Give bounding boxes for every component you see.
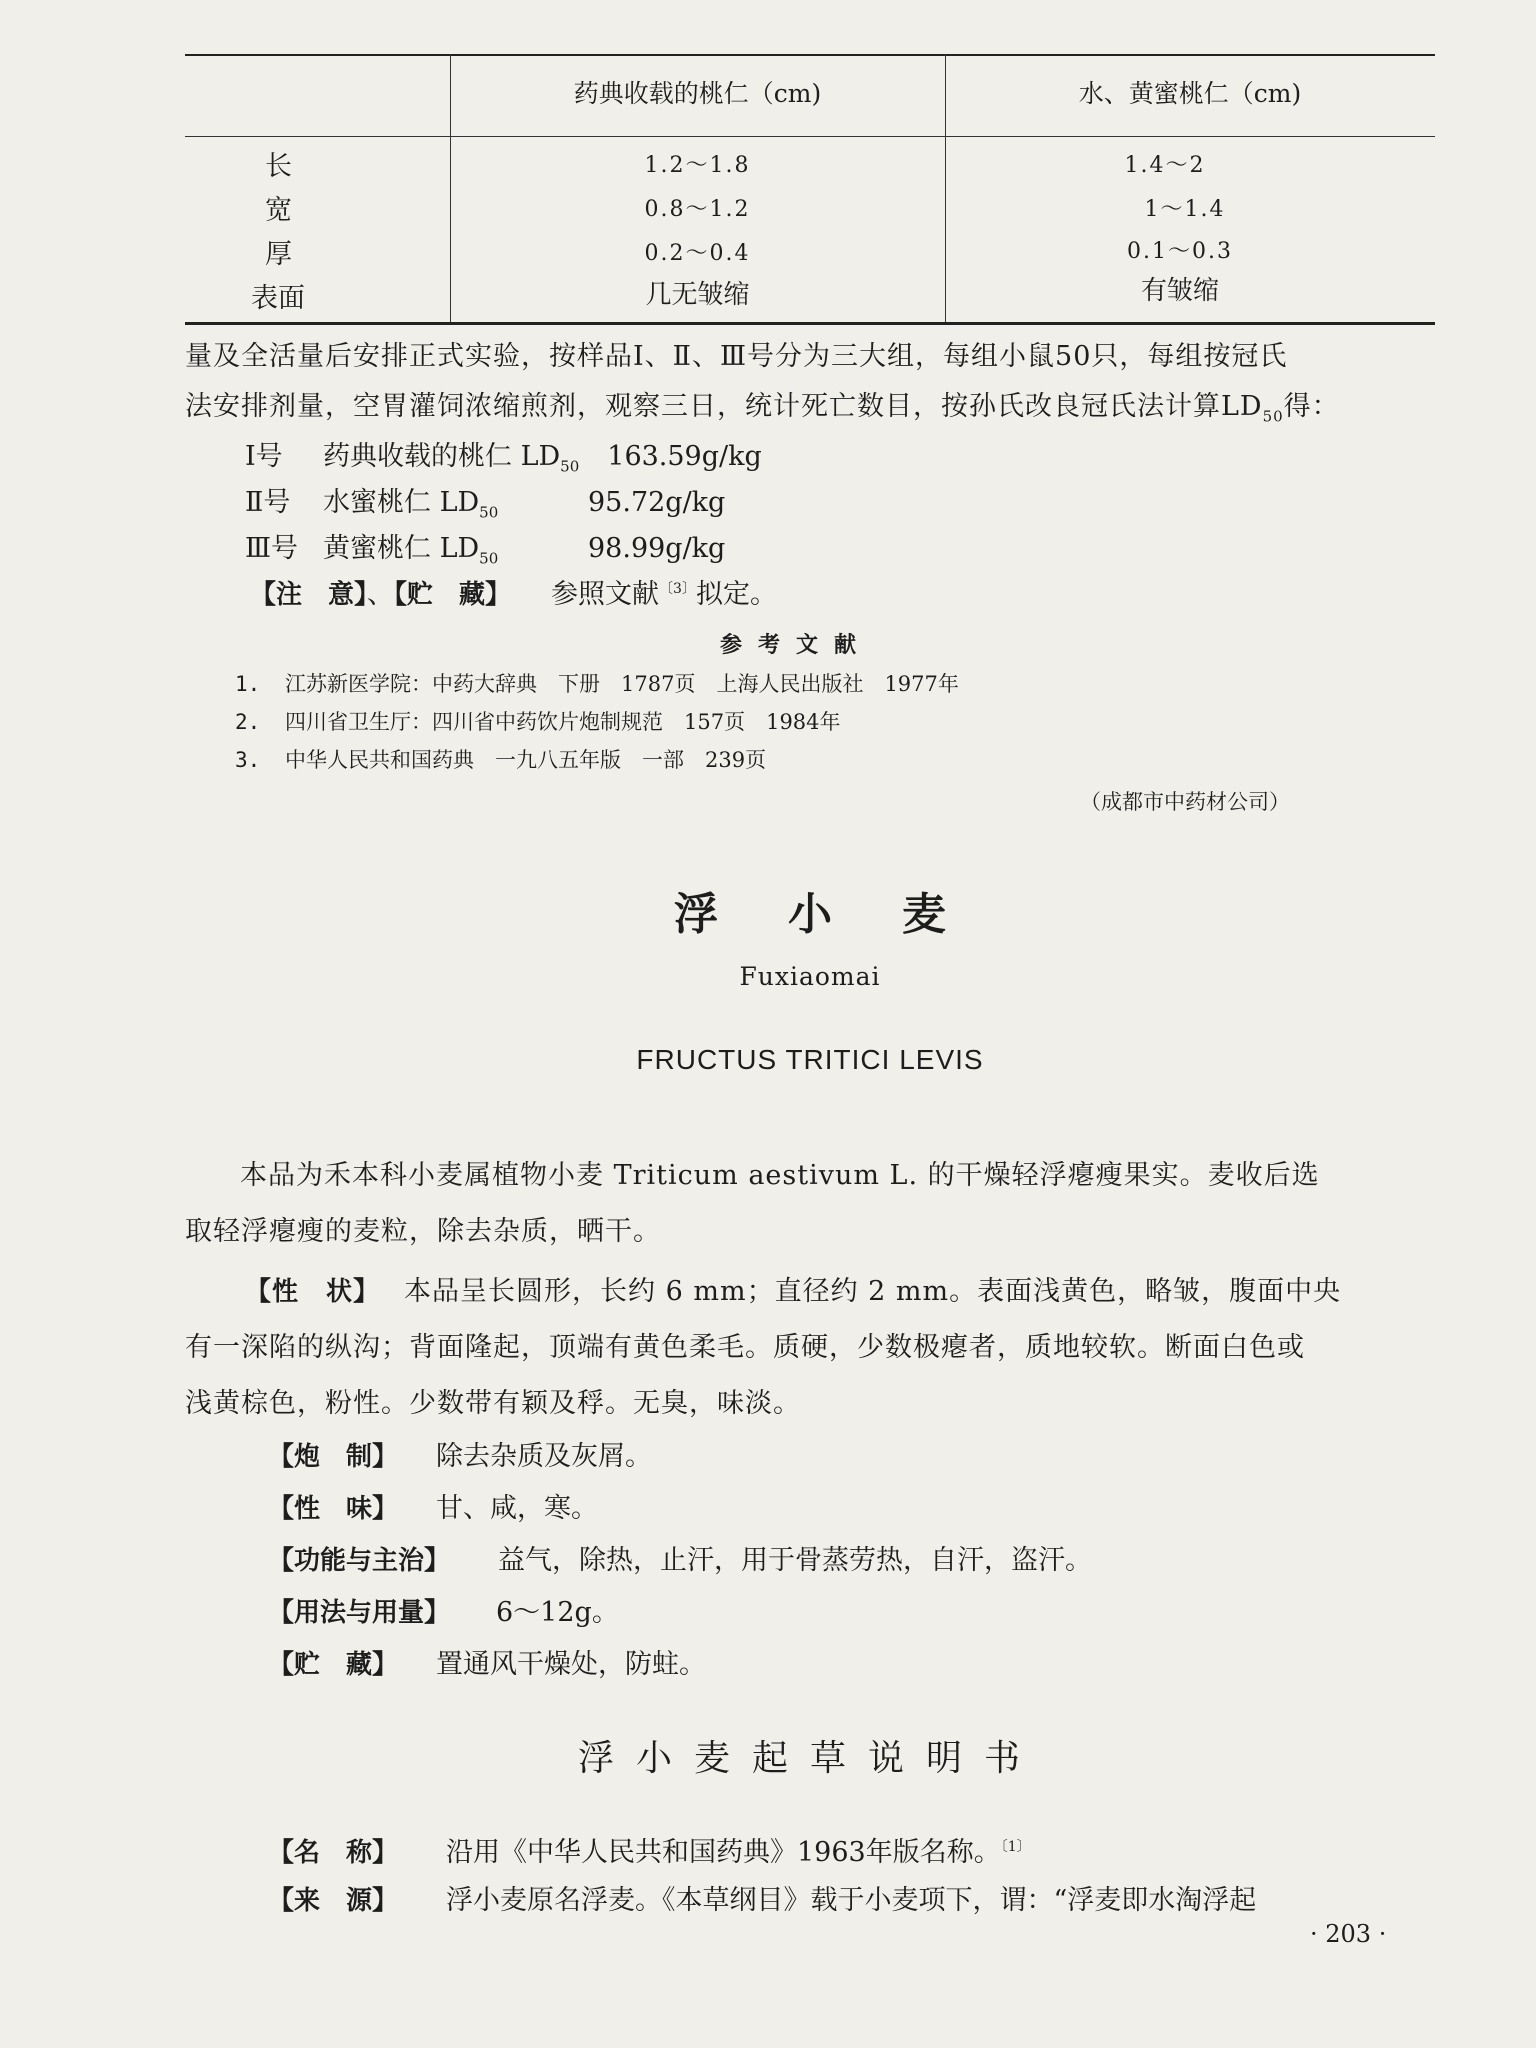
sample-name-wrap <box>323 480 536 521</box>
ld50-value: 98.99g/kg <box>588 533 726 564</box>
note-text: 拟定。 <box>695 579 777 610</box>
table-cell: 1.4～2 <box>1124 153 1206 178</box>
monograph-entry <box>268 1434 652 1473</box>
note-label: 【注 意】 <box>250 580 368 610</box>
entry-label: 【功能与主治】 <box>268 1546 451 1576</box>
group-number: Ⅱ号 <box>245 487 291 518</box>
ld50-result-row <box>245 526 725 567</box>
character-label: 【性 状】 <box>245 1277 381 1307</box>
book-page <box>150 40 1470 2020</box>
text-span: 得： <box>1283 391 1340 422</box>
entry-text: 浮小麦原名浮麦。《本草纲目》载于小麦项下，谓：“浮麦即水淘浮起 <box>446 1885 1257 1916</box>
monograph-entry <box>268 1538 1092 1577</box>
entry-label: 【性 味】 <box>268 1494 399 1524</box>
reference-text: 江苏新医学院：中药大辞典 下册 1787页 上海人民出版社 1977年 <box>285 672 959 696</box>
text-line: 有一深陷的纵沟；背面隆起，顶端有黄色柔毛。质硬，少数极瘪者，质地较软。断面白色或 <box>185 1332 1305 1363</box>
table-cell: 有皱缩 <box>1140 276 1219 306</box>
storage-label: 【贮 藏】 <box>394 580 512 610</box>
text-line: 本品为禾本科小麦属植物小麦 Triticum aestivum L. 的干燥轻浮瘪瘦果实。麦收后选 <box>240 1160 1320 1191</box>
table-cell: 1.2～1.8 <box>644 153 751 178</box>
monograph-entry <box>268 1642 706 1681</box>
table-cell: 0.2～0.4 <box>644 241 751 266</box>
entry-label: 【贮 藏】 <box>268 1650 399 1680</box>
ld-subscript: 50 <box>560 457 580 476</box>
reference-item <box>235 744 766 774</box>
group-number: Ⅰ号 <box>245 441 283 472</box>
separator: 、 <box>367 579 395 610</box>
text-span: 本品呈长圆形，长约 6 mm；直径约 2 mm。表面浅黄色，略皱，腹面中央 <box>404 1276 1342 1307</box>
text-span: 法安排剂量，空胃灌饲浓缩煎剂，观察三日，统计死亡数目，按孙氏改良冠氏法计算LD <box>185 391 1263 422</box>
draft-entry <box>268 1878 1256 1917</box>
monograph-title: 浮小麦 <box>674 889 1016 940</box>
monograph-entry <box>268 1486 598 1525</box>
source-attribution: （成都市中药材公司） <box>1080 790 1290 814</box>
sample-name: 药典收载的桃仁 LD <box>323 441 561 472</box>
table-cell: 1～1.4 <box>1144 197 1226 222</box>
table-header-rule <box>185 136 1435 137</box>
reference-number: 3. <box>235 748 261 772</box>
entry-text: 置通风干燥处，防蛀。 <box>436 1649 706 1680</box>
text-line <box>185 1264 1460 1320</box>
table-cell: 0.8～1.2 <box>644 197 751 222</box>
table-header: 水、黄蜜桃仁（cm) <box>1078 79 1302 108</box>
entry-text: 益气，除热，止汗，用于骨蒸劳热，自汗，盗汗。 <box>498 1545 1092 1576</box>
page-number: · 203 · <box>1310 1920 1387 1948</box>
ld-subscript: 50 <box>479 549 499 568</box>
table-row-label: 长 <box>265 151 292 182</box>
table-row-label: 宽 <box>265 195 292 226</box>
table-cell: 几无皱缩 <box>645 280 750 310</box>
entry-text: 沿用《中华人民共和国药典》1963年版名称。 <box>446 1837 1001 1868</box>
reference-number: 1. <box>235 672 261 696</box>
entry-label: 【炮 制】 <box>268 1442 399 1472</box>
monograph-latin-name: FRUCTUS TRITICI LEVIS <box>636 1044 984 1075</box>
draft-section-title: 浮小麦起草说明书 <box>577 1738 1042 1779</box>
references-heading: 参考文献 <box>720 633 873 658</box>
draft-entry <box>268 1830 1031 1869</box>
table-top-rule <box>185 54 1435 56</box>
note-text: 参照文献 <box>551 579 660 610</box>
reference-number: 2. <box>235 710 261 734</box>
monograph-pinyin: Fuxiaomai <box>739 962 881 991</box>
citation-marker: 〔3〕 <box>659 581 696 597</box>
entry-label: 【来 源】 <box>268 1886 399 1916</box>
reference-item <box>235 668 959 698</box>
reference-text: 中华人民共和国药典 一九八五年版 一部 239页 <box>285 748 767 772</box>
table-row-label: 表面 <box>251 283 305 314</box>
text-line: 浅黄棕色，粉性。少数带有颖及稃。无臭，味淡。 <box>185 1388 801 1419</box>
entry-label: 【用法与用量】 <box>268 1598 451 1628</box>
sample-name: 黄蜜桃仁 LD <box>323 533 480 564</box>
ld50-value: 163.59g/kg <box>607 441 762 472</box>
table-cell: 0.1～0.3 <box>1127 239 1233 264</box>
table-bottom-rule <box>185 322 1435 325</box>
ld-subscript: 50 <box>479 503 499 522</box>
text-line <box>185 382 1455 441</box>
text-line: 量及全活量后安排正式实验，按样品Ⅰ、Ⅱ、Ⅲ号分为三大组，每组小鼠50只，每组按冠氏 <box>185 341 1288 372</box>
description-paragraph <box>185 1148 1460 1260</box>
experiment-paragraph <box>185 332 1455 441</box>
ld-subscript: 50 <box>1262 407 1284 426</box>
ld50-value: 95.72g/kg <box>588 487 726 518</box>
note-line <box>250 572 777 611</box>
sample-name-wrap <box>323 526 536 567</box>
entry-text: 6～12g。 <box>496 1597 619 1628</box>
ld50-result-row <box>245 480 725 521</box>
monograph-entry <box>268 1590 619 1629</box>
character-paragraph <box>185 1264 1460 1432</box>
group-number: Ⅲ号 <box>245 533 299 564</box>
table-header: 药典收载的桃仁（cm) <box>573 79 822 108</box>
citation-marker: 〔1〕 <box>1000 1839 1031 1855</box>
reference-item <box>235 706 841 736</box>
sample-name: 水蜜桃仁 LD <box>323 487 480 518</box>
comparison-table <box>185 50 1435 325</box>
reference-text: 四川省卫生厅：四川省中药饮片炮制规范 157页 1984年 <box>285 710 841 734</box>
ld50-result-row <box>245 434 762 475</box>
table-row-label: 厚 <box>265 239 292 270</box>
entry-text: 除去杂质及灰屑。 <box>436 1441 652 1472</box>
text-line: 取轻浮瘪瘦的麦粒，除去杂质，晒干。 <box>185 1216 661 1247</box>
entry-text: 甘、咸，寒。 <box>436 1493 598 1524</box>
entry-label: 【名 称】 <box>268 1838 399 1868</box>
